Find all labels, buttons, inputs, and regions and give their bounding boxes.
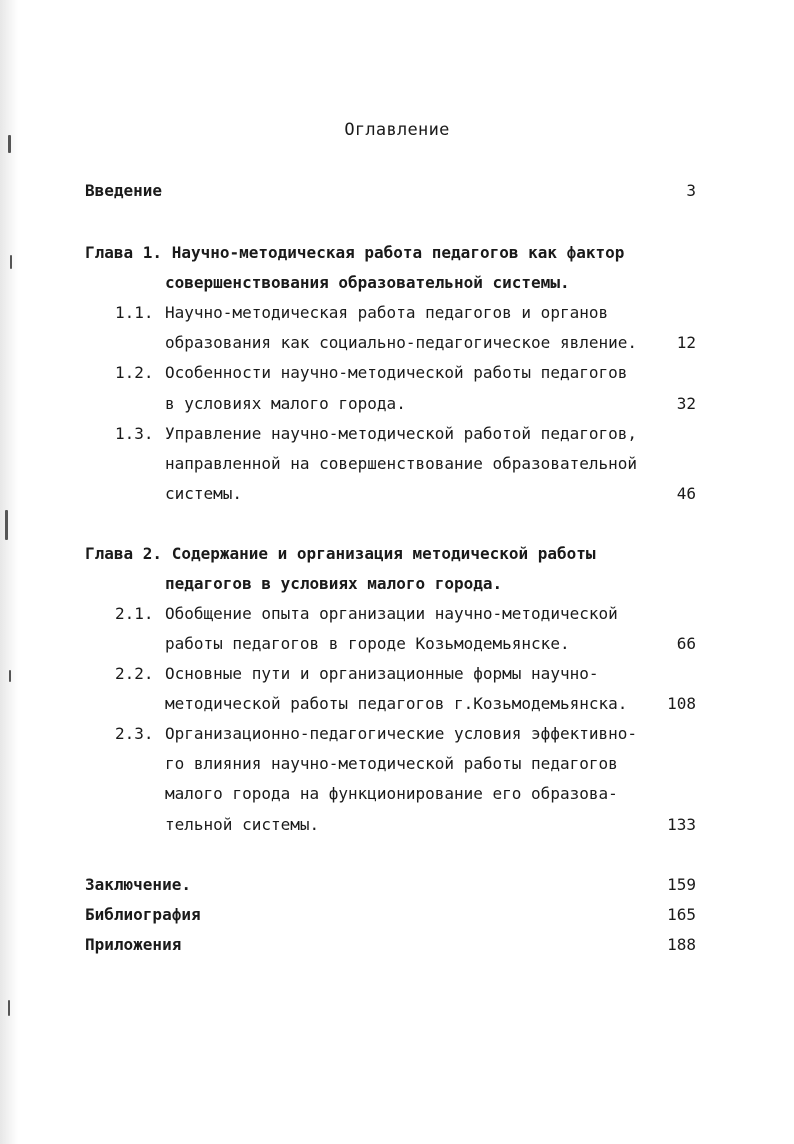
section-title-line: системы. (165, 484, 243, 503)
scan-edge-shadow (0, 0, 18, 1144)
section-number: 1.1. (115, 303, 154, 322)
section-page: 12 (676, 333, 696, 352)
section-number: 2.1. (115, 604, 154, 623)
toc-intro-label: Введение (85, 181, 163, 200)
scan-speck (5, 510, 8, 540)
scan-speck (10, 255, 12, 269)
section-title-line: Обобщение опыта организации научно-методической (165, 604, 618, 623)
section-page: 108 (667, 694, 696, 713)
section-number: 1.3. (115, 424, 154, 443)
chapter1-heading-line2: совершенствования образовательной системы. (165, 273, 570, 292)
section-page: 66 (676, 634, 696, 653)
toc-intro-page: 3 (686, 181, 696, 200)
section-title-line: го влияния научно-методической работы педагогов (165, 754, 618, 773)
section-title-line: методической работы педагогов г.Козьмодемьянска. (165, 694, 628, 713)
toc-appendices-page: 188 (667, 935, 696, 954)
toc-title: Оглавление (344, 120, 450, 140)
toc-bibliography-label: Библиография (85, 905, 201, 924)
chapter1-heading-line1: Глава 1. Научно-методическая работа педагогов как фактор (85, 243, 625, 262)
scan-speck (9, 670, 11, 682)
section-title-line: Организационно-педагогические условия эффективно- (165, 724, 638, 743)
section-title-line: Особенности научно-методической работы педагогов (165, 363, 628, 382)
section-title-line: Основные пути и организационные формы научно- (165, 664, 599, 683)
section-page: 32 (676, 394, 696, 413)
toc-conclusion-page: 159 (667, 875, 696, 894)
section-title-line: Управление научно-методической работой педагогов, (165, 424, 638, 443)
section-title-line: работы педагогов в городе Козьмодемьянске. (165, 634, 570, 653)
section-page: 46 (676, 484, 696, 503)
chapter2-heading-line1: Глава 2. Содержание и организация методической работы (85, 544, 596, 563)
section-title-line: в условиях малого города. (165, 394, 406, 413)
section-title-line: малого города на функционирование его образова- (165, 784, 618, 803)
toc-bibliography-page: 165 (667, 905, 696, 924)
section-page: 133 (667, 815, 696, 834)
section-title-line: направленной на совершенствование образовательной (165, 454, 638, 473)
section-title-line: тельной системы. (165, 815, 320, 834)
section-title-line: Научно-методическая работа педагогов и органов (165, 303, 609, 322)
section-number: 2.3. (115, 724, 154, 743)
scan-speck (8, 1000, 10, 1016)
toc-appendices-label: Приложения (85, 935, 182, 954)
section-number: 2.2. (115, 664, 154, 683)
toc-conclusion-label: Заключение. (85, 875, 191, 894)
section-number: 1.2. (115, 363, 154, 382)
section-title-line: образования как социально-педагогическое явление. (165, 333, 638, 352)
chapter2-heading-line2: педагогов в условиях малого города. (165, 574, 503, 593)
